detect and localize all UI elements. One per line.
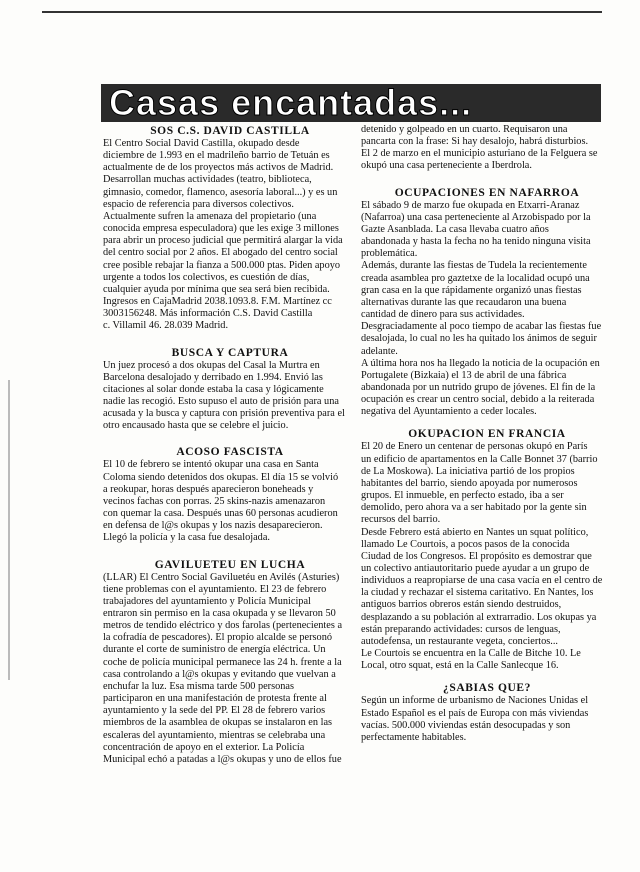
title-banner (101, 84, 601, 122)
article-body-gavilueteu: (LLAR) El Centro Social Gaviluetéu en Avilés (Asturies) tiene problemas con el ayuntamiento. El 23 de febrero trabajadores del ayuntamiento y Policía Municipal entraron sin permiso en la casa okupada y se llevaron 50 metros de tendido eléctrico y dos farolas (pertenecientes a la cofradía de pescadores). El propio alcalde se personó durante el corte de suministro de energía eléctrica. Un coche de policía municipal permanece las 24 h. frente a la casa controlando a l@s okupas y evitando que vuelvan a enchufar la luz. Esa misma tarde 500 personas participaron en una manifestación de protesta frente al ayuntamiento y la sede del PP. El 28 de febrero varios miembros de la asamblea de okupas se instalaron en las escaleras del ayuntamiento, mientras se celebraba una concentración de apoyo en el exterior. La Policía Municipal echó a patadas a l@s okupas y uno de ellos fue (103, 571, 343, 765)
article-body-francia: El 20 de Enero un centenar de personas okupó en París un edificio de apartamentos en la Calle Bonnet 37 (barrio de La Moskowa). La iniciativa partió de los propios habitantes del barrio, siendo apoyada por numerosos grupos. El inmueble, en perfecto estado, iba a ser demolido, pero ahora va a ser habitado por la gente sin recursos del barrio. Desde Febrero está abierto en Nantes un squat político, llamado Le Courtois, a pocos pasos de la conocida Ciudad de los Congresos. El propósito es demostrar que un colectivo antiautoritario puede ayudar a un grupo de individuos a reapropiarse de una casa vacía en el centro de la ciudad y rechazar el sistema caritativo. En Nantes, los antiguos barrios obreros están siendo destruidos, desplazando a su población al extrarradio. Los okupas ya están preparando actividades: cursos de lenguas, autodefensa, un restaurante vegeta, conciertos... Le Courtois se encuentra en la Calle de Bitche 10. Le Local, otro squat, está en la Calle Sanlecque 16. (361, 441, 603, 672)
left-column (103, 124, 357, 766)
article-body-david-castilla: El Centro Social David Castilla, okupado desde diciembre de 1.993 en el madrileño barrio de Tetuán es actualmente de de los proyectos más activos de Madrid. Desarrollan muchas actividades (teatro, biblioteca, gimnasio, comedor, flamenco, asesoría laboral...) y es un espacio de referencia para diversos colectivos. Actualmente sufren la amenaza del propietario (una conocida empresa especuladora) que les exige 3 millones para abrir un proceso judicial que permitirá alargar la vida del centro social por 2 años. El abogado del centro social cree posible rebajar la fianza a 500.000 ptas. Piden apoyo urgente a todos los colectivos, es cuestión de días, cualquier ayuda por mínima que sea será bien recibida. Ingresos en CajaMadrid 2038.1093.8. F.M. Martínez cc 3003156248. Más información C.S. David Castilla c. Villamil 46. 28.039 Madrid. (103, 138, 343, 332)
article-body-nafarroa: El sábado 9 de marzo fue okupada en Etxarri-Aranaz (Nafarroa) una casa perteneciente al Arzobispado por la Gazte Asanblada. La casa llevaba cuatro años abandonada y hasta la fecha no ha tenido ninguna visita problemática. Además, durante las fiestas de Tudela la recientemente creada asamblea pro gaztetxe de la localidad ocupó una gran casa en la que rápidamente organizó unas fiestas alternativas durante las que recaudaron una buena cantidad de dinero para sus actividades. Desgraciadamente al poco tiempo de acabar las fiestas fue desalojada, lo cual no les ha quitado los ánimos de seguir adelante. A última hora nos ha llegado la noticia de la ocupación en Portugalete (Bizkaia) el 13 de abril de una fábrica abandonada por un nutrido grupo de jóvenes. El fin de la ocupación es crear un centro social, debido a la reiterada negativa del Ayuntamiento a ceder locales. (361, 199, 602, 418)
article-heading-sabias-que: ¿SABIAS QUE? (442, 682, 532, 695)
article-heading-david-castilla: SOS C.S. DAVID CASTILLA (150, 125, 310, 137)
article-body-gavilueteu-continued: detenido y golpeado en un cuarto. Requisaron una pancarta con la frase: Si hay desalojo, habrá disturbios. El 2 de marzo en el municipio asturiano de la Felguera se okupó una casa perteneciente a Iberdrola. (361, 124, 598, 172)
top-rule (42, 11, 602, 13)
article-body-acoso-fascista: El 10 de febrero se intentó okupar una casa en Santa Coloma siendo detenidos dos okupas. El día 15 se volvió a reokupar, horas después aparecieron boneheads y vecinos fachas con porras. 25 skins-nazis amenazaron con quemar la casa. Después unas 60 personas acudieron en defensa de l@s okupas y los nazis desaparecieron. Llegó la policía y la casa fue desalojada. (103, 459, 339, 544)
article-heading-francia: OKUPACION EN FRANCIA (408, 428, 566, 441)
scan-edge-mark (8, 380, 10, 680)
page-title: Casas encantadas... (109, 84, 473, 122)
article-heading-acoso-fascista: ACOSO FASCISTA (176, 446, 284, 459)
article-body-sabias-que: Según un informe de urbanismo de Naciones Unidas el Estado Español es el país de Europa con más viviendas vacías. 500.000 viviendas están desocupadas y son perfectamente habitables. (361, 695, 589, 743)
article-heading-nafarroa: OCUPACIONES EN NAFARROA (394, 186, 580, 199)
article-body-busca-captura: Un juez procesó a dos okupas del Casal la Murtra en Barcelona desalojado y derribado en 1.994. Envió las citaciones al solar donde estaba la casa y lógicamente nadie las recogió. Esto supuso el auto de prisión para una acusada y la busca y captura con prisión preventiva para el otro encausado hasta que se celebre el juicio. (103, 359, 345, 432)
right-column (361, 124, 613, 744)
article-heading-gavilueteu: GAVILUETEU EN LUCHA (154, 558, 306, 571)
article-heading-busca-captura: BUSCA Y CAPTURA (171, 346, 289, 359)
